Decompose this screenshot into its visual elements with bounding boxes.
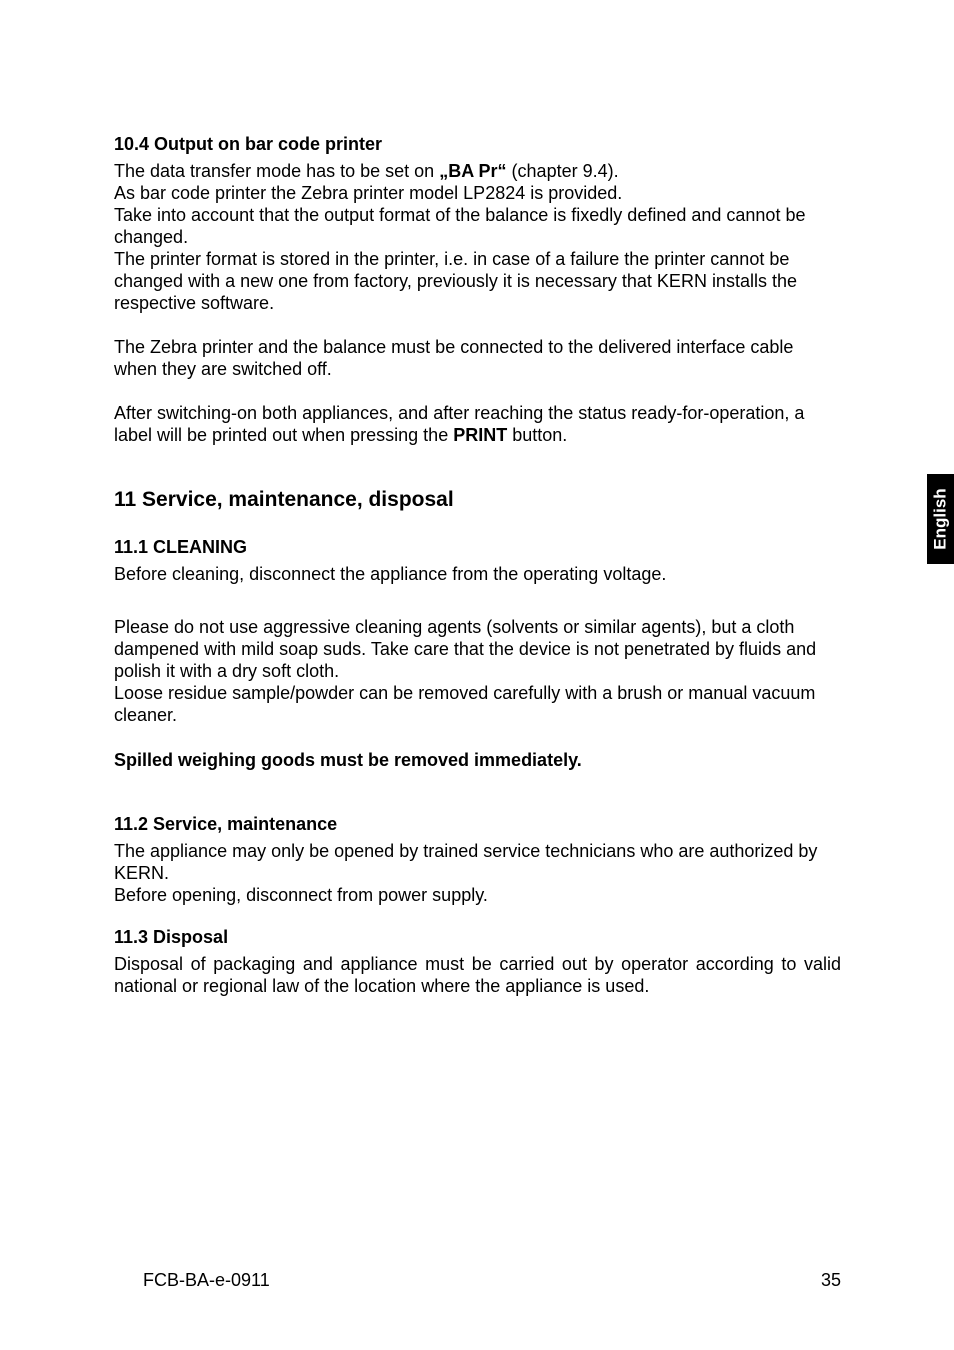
paragraph: As bar code printer the Zebra printer model LP2824 is provided. [114,183,623,203]
paragraph: Loose residue sample/powder can be removed carefully with a brush or manual vacuum cleaner. [114,683,816,725]
section-10-4-heading: 10.4 Output on bar code printer [114,134,383,154]
section-11-3-heading: 11.3 Disposal [114,927,229,947]
section-11-2-heading: 11.2 Service, maintenance [114,814,338,834]
warning-text: Spilled weighing goods must be removed immediately. [114,750,582,770]
footer-doc-id: FCB-BA-e-0911 [143,1270,270,1290]
paragraph: Before cleaning, disconnect the appliance from the operating voltage. [114,564,667,584]
paragraph: Disposal of packaging and appliance must be carried out by operator according to valid national or regional law of the location where the appliance is used. [114,954,841,996]
text: The data transfer mode has to be set on [114,161,440,181]
paragraph: The printer format is stored in the printer, i.e. in case of a failure the printer cannot be changed with a new one from factory, previously it is necessary that KERN installs the respective software. [114,249,797,313]
language-tab [927,474,954,564]
mode-code: „BA Pr“ [439,161,507,181]
print-key-name: PRINT [453,425,508,445]
text: (chapter 9.4). [506,161,619,181]
paragraph [114,160,841,182]
paragraph [114,402,841,446]
chapter-11-heading: 11 Service, maintenance, disposal [114,488,454,511]
section-11-1-heading: 11.1 CLEANING [114,537,248,557]
paragraph: Before opening, disconnect from power supply. [114,885,488,905]
paragraph: The Zebra printer and the balance must be connected to the delivered interface cable when they are switched off. [114,337,794,379]
text: button. [507,425,568,445]
paragraph: Take into account that the output format of the balance is fixedly defined and cannot be changed. [114,205,806,247]
paragraph: The appliance may only be opened by trained service technicians who are authorized by KERN. [114,841,818,883]
page-content [114,133,841,997]
text: After switching-on both appliances, and after reaching the status ready-for-operation, a label will be printed out when pressing the [114,403,805,445]
language-tab-label: English [930,488,950,550]
paragraph: Please do not use aggressive cleaning agents (solvents or similar agents), but a cloth dampened with mild soap suds. Take care that the device is not penetrated by fluids and polish it with a dry soft cloth. [114,617,817,681]
footer-page-number: 35 [820,1270,841,1290]
